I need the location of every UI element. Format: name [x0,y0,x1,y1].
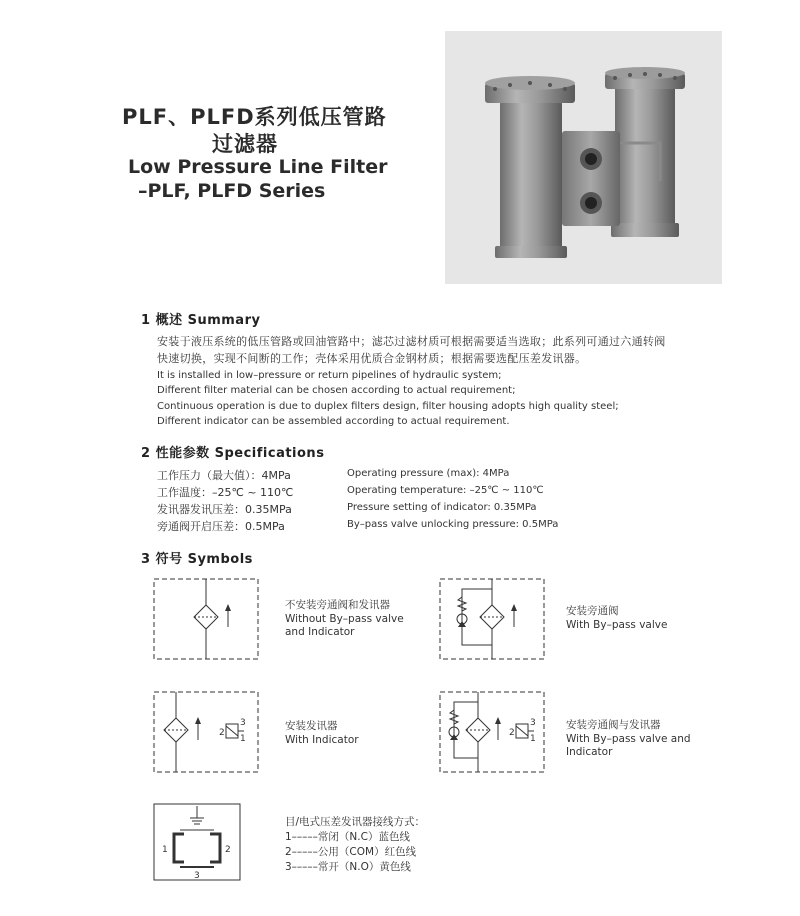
symbol-1-label-cn: 不安装旁通阀和发讯器 [285,599,390,611]
wiring-line-3: 3–––––常开（N.O）黄色线 [285,861,411,873]
indicator-wiring-diagram [152,802,244,884]
spec-en-2: Operating temperature: –25℃ ~ 110℃ [347,485,544,496]
duplex-filter-illustration [445,31,722,284]
spec-cn-4: 旁通阀开启压差：0.5MPa [157,520,285,533]
title-cn-line2: 过滤器 [212,132,278,156]
symbol-with-bypass-and-indicator [438,688,548,778]
spec-en-3: Pressure setting of indicator: 0.35MPa [347,502,537,513]
symbol-2-label-cn: 安装旁通阀 [566,605,619,617]
spec-cn-2: 工作温度：–25℃ ~ 110℃ [157,486,294,499]
title-en-line1: Low Pressure Line Filter [128,156,388,178]
summary-en-line-4: Different indicator can be assembled according to actual requirement. [157,416,510,427]
wiring-pin-1: 1 [162,845,168,855]
symbol-2-label-en1: With By–pass valve [566,619,668,631]
wiring-pin-3: 3 [194,871,200,881]
symbol-4-label-cn: 安装旁通阀与发讯器 [566,719,661,731]
specs-heading: 2 性能参数 Specifications [141,446,325,461]
spec-cn-3: 发讯器发讯压差：0.35MPa [157,503,292,516]
wiring-line-2: 2–––––公用（COM）红色线 [285,846,417,858]
title-en-line2: –PLF, PLFD Series [138,180,326,202]
summary-cn-line-1: 安装于液压系统的低压管路或回油管路中；滤芯过滤材质可根据需要适当选取；此系列可通过六通转阀 [157,335,666,348]
indicator-pin-1-b: 1 [530,734,536,744]
symbol-1-label-en1: Without By–pass valve [285,613,404,625]
indicator-pin-2: 2 [219,728,225,738]
symbol-1-label-en2: and Indicator [285,626,355,638]
symbol-3-label-cn: 安装发讯器 [285,720,338,732]
symbols-heading: 3 符号 Symbols [141,552,253,567]
wiring-line-1: 1–––––常闭（N.C）蓝色线 [285,831,410,843]
indicator-pin-1: 1 [240,734,246,744]
summary-heading: 1 概述 Summary [141,313,261,328]
symbol-with-indicator [152,688,262,778]
summary-en-line-2: Different filter material can be chosen according to actual requirement; [157,385,516,396]
symbol-4-label-en1: With By–pass valve and [566,733,691,745]
product-photo [445,31,722,284]
symbol-with-bypass [438,575,548,665]
symbol-4-label-en2: Indicator [566,746,613,758]
title-cn-line1: PLF、PLFD系列低压管路 [122,105,387,129]
spec-en-4: By–pass valve unlocking pressure: 0.5MPa [347,519,559,530]
symbol-filter-only [152,575,262,665]
summary-en-line-1: It is installed in low–pressure or return pipelines of hydraulic system; [157,370,502,381]
indicator-pin-3-b: 3 [530,718,536,728]
wiring-pin-2: 2 [225,845,231,855]
indicator-pin-3: 3 [240,718,246,728]
indicator-pin-2-b: 2 [509,728,515,738]
symbol-3-label-en1: With Indicator [285,734,359,746]
summary-en-line-3: Continuous operation is due to duplex filters design, filter housing adopts high quality steel; [157,401,619,412]
summary-cn-line-2: 快速切换，实现不间断的工作；壳体采用优质合金钢材质；根据需要选配压差发讯器。 [157,352,587,365]
wiring-title: 目/电式压差发讯器接线方式： [285,816,426,828]
spec-cn-1: 工作压力（最大值）：4MPa [157,469,291,482]
spec-en-1: Operating pressure (max): 4MPa [347,468,510,479]
